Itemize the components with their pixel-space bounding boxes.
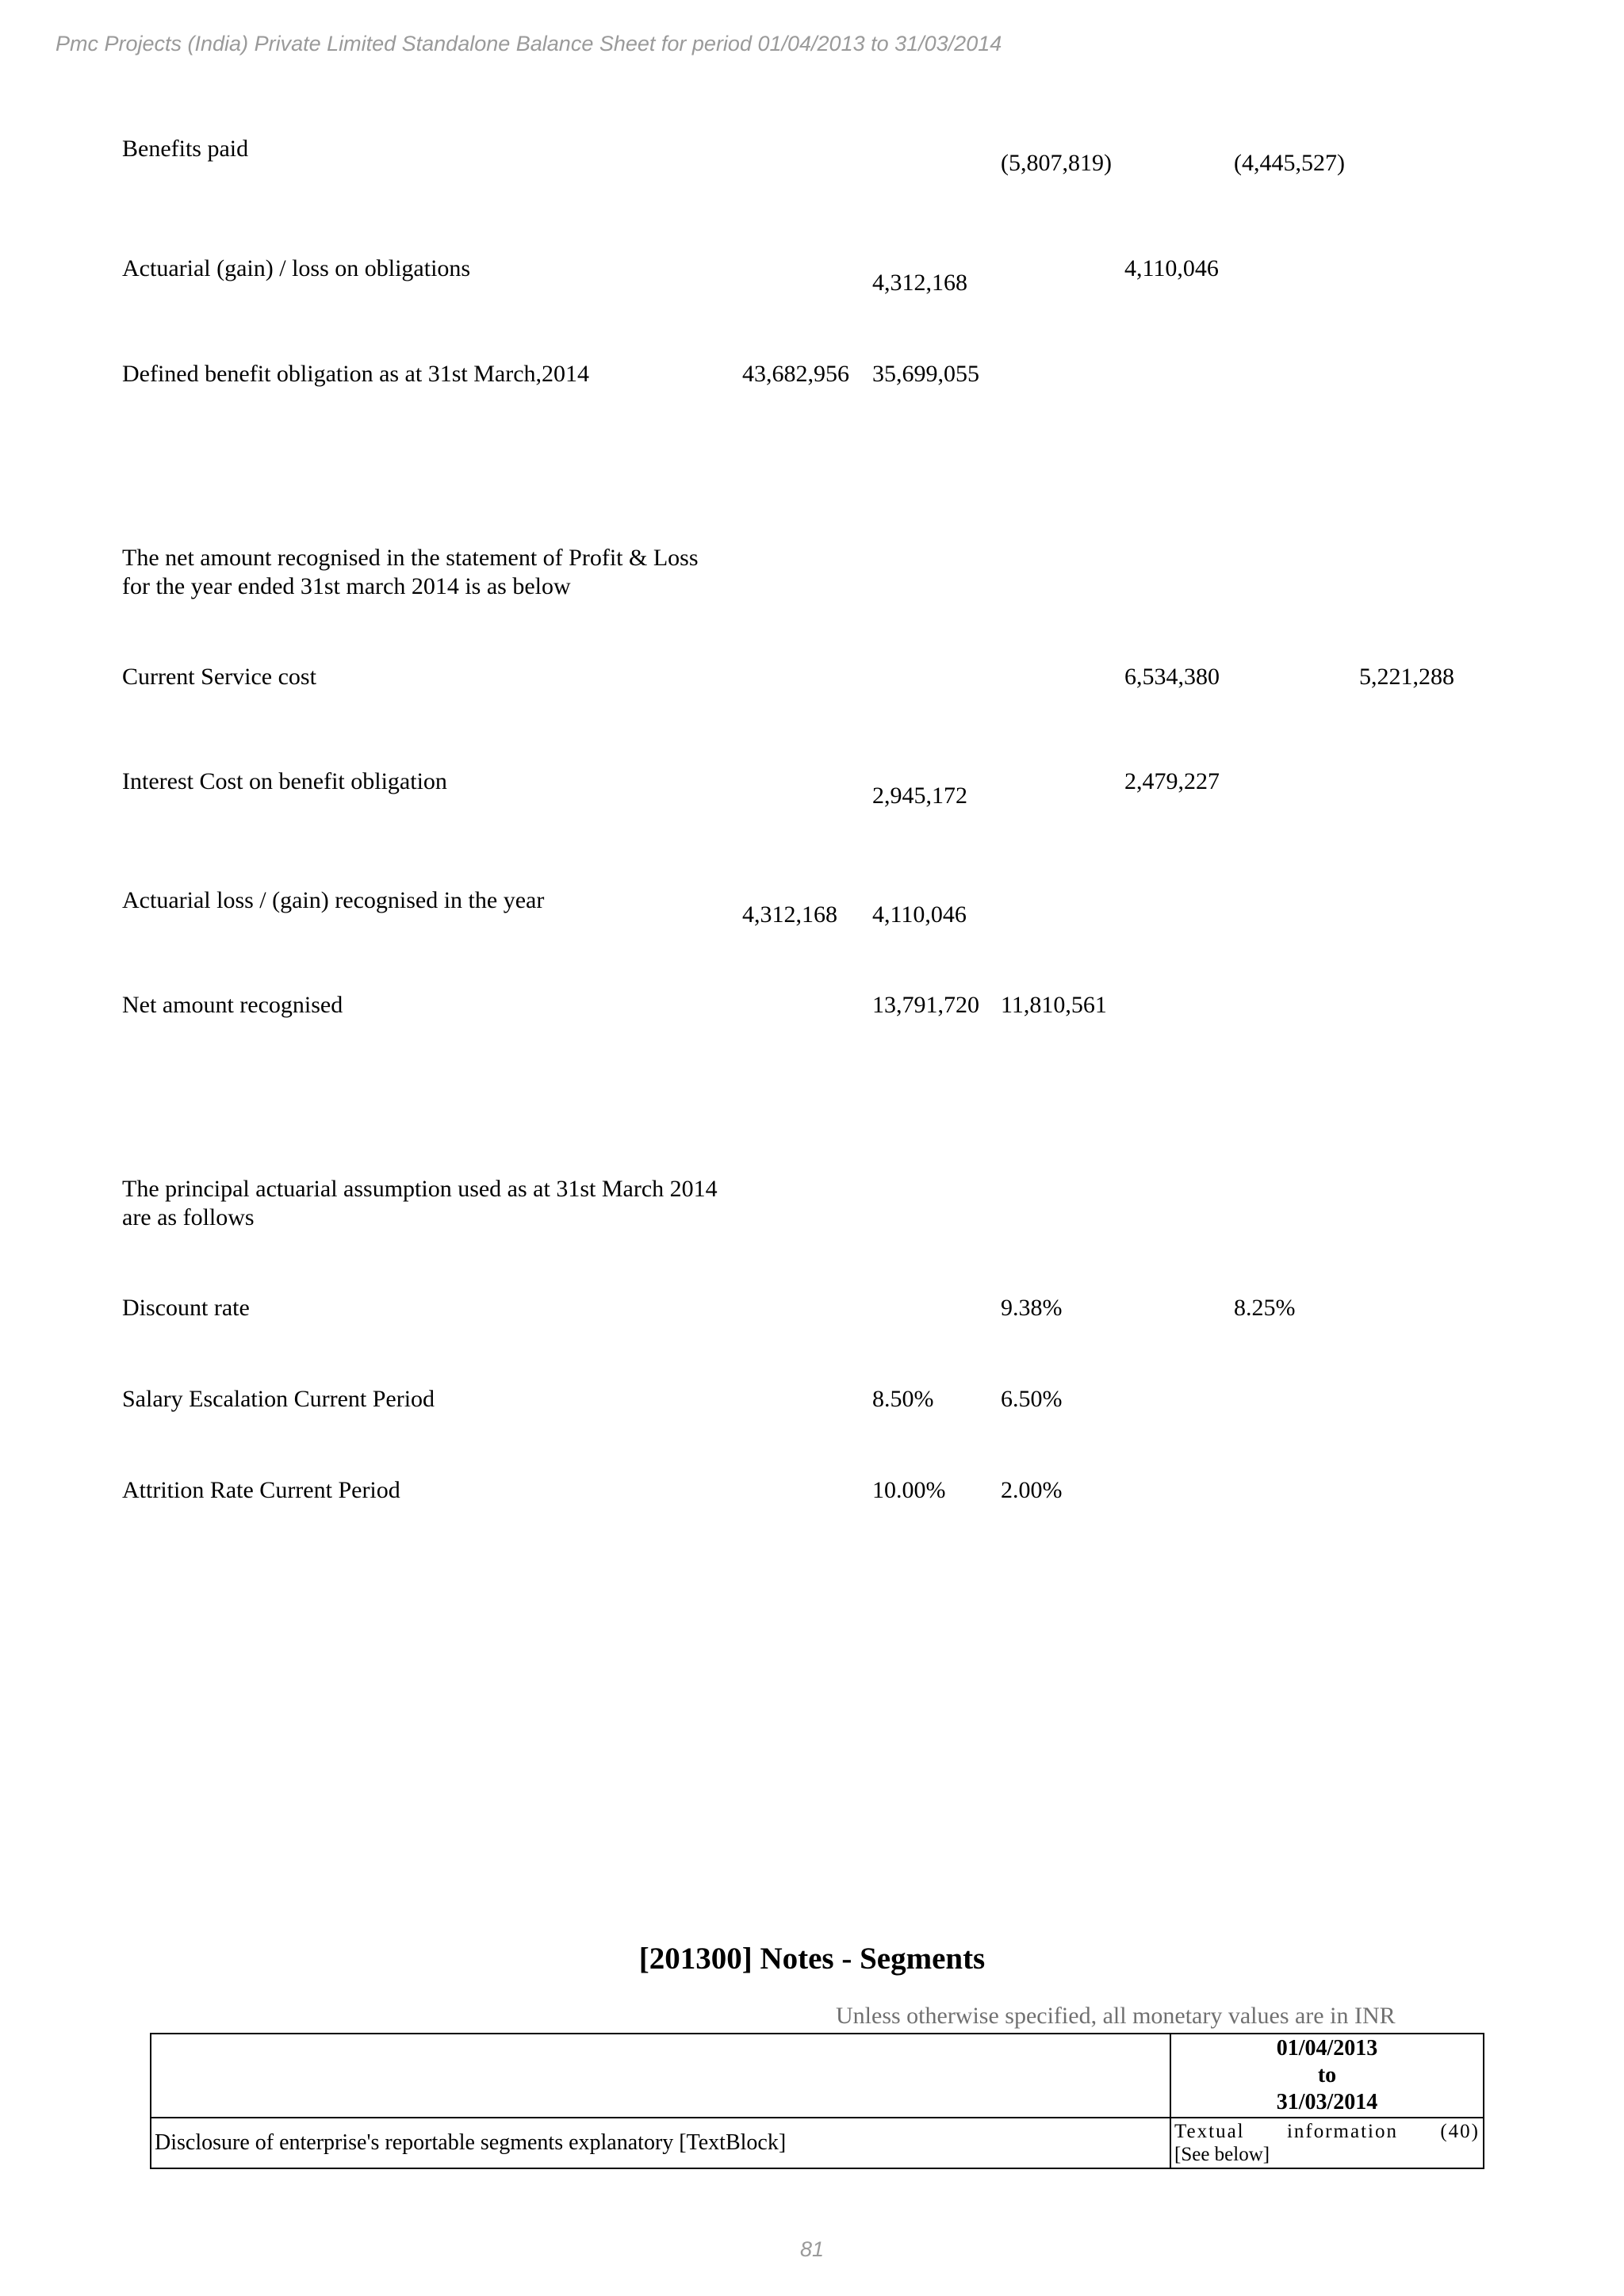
discount-rate-value-previous: 8.25%: [1234, 1295, 1296, 1321]
benefits-paid-value-current: (5,807,819): [1001, 150, 1112, 176]
table-row: [151, 2118, 1484, 2168]
period-to-word: to: [1317, 2063, 1337, 2087]
discount-rate-value-current: 9.38%: [1001, 1295, 1063, 1321]
actuarial-obligation-value-previous: 4,110,046: [1124, 255, 1219, 281]
see-below-link[interactable]: [See below]: [1174, 2144, 1270, 2165]
profit-loss-intro: The net amount recognised in the statement of Profit & Loss for the year ended 31st march 2014 is as below: [122, 545, 699, 599]
benefits-paid-label: Benefits paid: [122, 136, 249, 162]
defined-benefit-value-current: 43,682,956: [742, 361, 849, 387]
period-from: 01/04/2013: [1276, 2036, 1378, 2061]
period-header: [1170, 2034, 1484, 2118]
information-word: information: [1286, 2121, 1398, 2142]
textual-word: Textual: [1174, 2121, 1245, 2142]
salary-escalation-label: Salary Escalation Current Period: [122, 1386, 435, 1412]
interest-cost-value-previous: 2,479,227: [1124, 768, 1220, 794]
segments-table: [150, 2033, 1484, 2169]
net-amount-value-previous: 11,810,561: [1001, 992, 1107, 1018]
period-to: 31/03/2014: [1276, 2090, 1378, 2114]
segments-section-title: [201300] Notes - Segments: [638, 1942, 986, 1976]
segments-table-header-row: [151, 2034, 1484, 2118]
actuarial-loss-label: Actuarial loss / (gain) recognised in the year: [122, 887, 545, 913]
actuarial-obligation-value-current: 4,312,168: [872, 270, 967, 296]
segments-disclosure-label: Disclosure of enterprise's reportable segments explanatory [TextBlock]: [151, 2118, 1170, 2168]
salary-escalation-value-previous: 6.50%: [1001, 1386, 1063, 1412]
attrition-rate-value-previous: 2.00%: [1001, 1477, 1063, 1503]
segments-disclosure-value: [1170, 2118, 1484, 2168]
attrition-rate-value-current: 10.00%: [872, 1477, 946, 1503]
current-service-cost-label: Current Service cost: [122, 664, 316, 690]
current-service-cost-value-previous: 5,221,288: [1359, 664, 1454, 690]
net-amount-value-current: 13,791,720: [872, 992, 979, 1018]
current-service-cost-value-current: 6,534,380: [1124, 664, 1220, 690]
textual-info-ref[interactable]: (40): [1440, 2121, 1480, 2142]
defined-benefit-value-previous: 35,699,055: [872, 361, 979, 387]
actuarial-loss-value-previous: 4,110,046: [872, 901, 967, 928]
defined-benefit-label: Defined benefit obligation as at 31st March,2014: [122, 361, 590, 387]
benefits-paid-value-previous: (4,445,527): [1234, 150, 1345, 176]
page-number: 81: [799, 2237, 825, 2261]
attrition-rate-label: Attrition Rate Current Period: [122, 1477, 400, 1503]
interest-cost-value-current: 2,945,172: [872, 783, 967, 809]
segments-table-header-blank: [151, 2034, 1170, 2118]
net-amount-label: Net amount recognised: [122, 992, 343, 1018]
interest-cost-label: Interest Cost on benefit obligation: [122, 768, 447, 794]
discount-rate-label: Discount rate: [122, 1295, 250, 1321]
document-header: Pmc Projects (India) Private Limited Standalone Balance Sheet for period 01/04/2013 to 31/03/2014: [56, 32, 1002, 55]
salary-escalation-value-current: 8.50%: [872, 1386, 934, 1412]
actuarial-obligation-label: Actuarial (gain) / loss on obligations: [122, 255, 471, 281]
currency-unit-note: Unless otherwise specified, all monetary values are in INR: [836, 2003, 1396, 2029]
assumptions-intro: The principal actuarial assumption used as at 31st March 2014 are as follows: [122, 1176, 718, 1230]
actuarial-loss-value-current: 4,312,168: [742, 901, 837, 928]
